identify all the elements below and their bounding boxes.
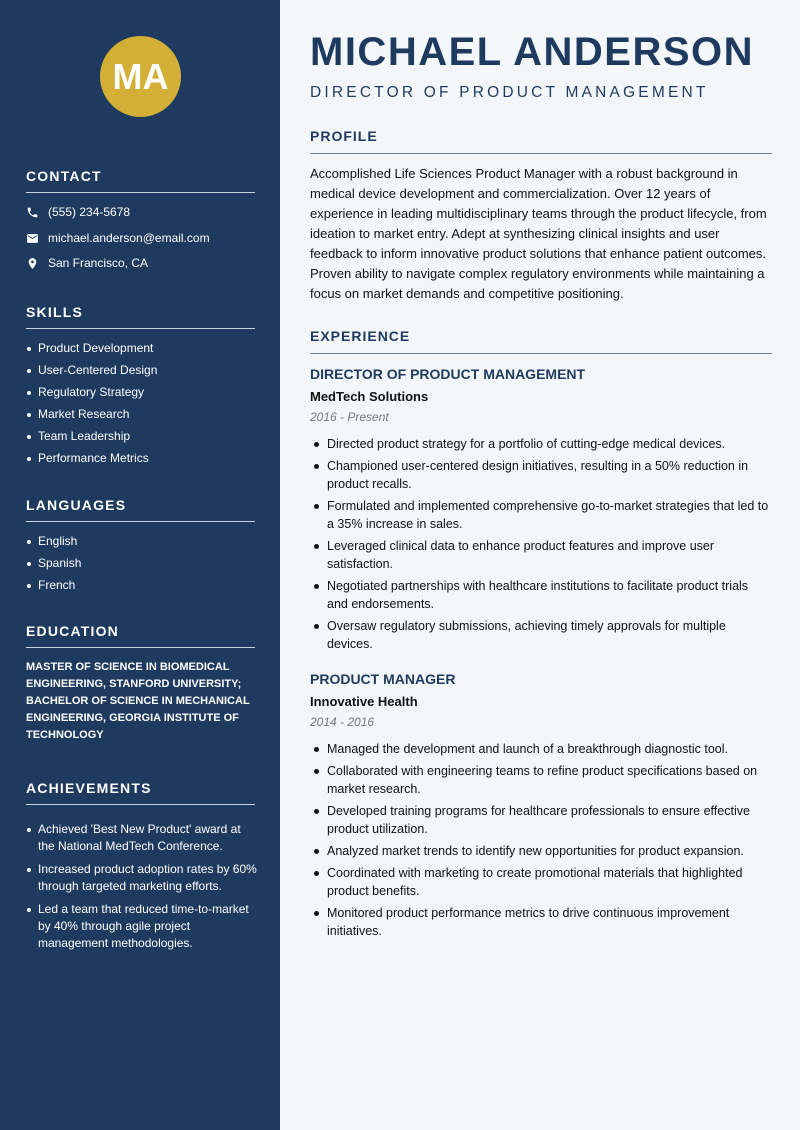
language-item: English	[26, 530, 258, 552]
skill-item: Regulatory Strategy	[26, 381, 258, 403]
achievement-item: Led a team that reduced time-to-market by 40% through agile project management methodologies.	[26, 901, 258, 952]
job-bullet: Championed user-centered design initiatives, resulting in a 50% reduction in product recalls.	[310, 457, 772, 493]
contact-heading: CONTACT	[26, 168, 255, 193]
job-bullet: Managed the development and launch of a breakthrough diagnostic tool.	[310, 740, 772, 758]
languages-list	[26, 530, 258, 596]
location-text: San Francisco, CA	[48, 256, 149, 270]
skill-item: Team Leadership	[26, 425, 258, 447]
profile-heading: PROFILE	[310, 128, 772, 154]
email-icon	[26, 232, 39, 245]
skill-item: Product Development	[26, 337, 258, 359]
languages-heading: LANGUAGES	[26, 497, 255, 522]
job-bullet: Monitored product performance metrics to drive continuous improvement initiatives.	[310, 904, 772, 940]
achievement-item: Increased product adoption rates by 60% through targeted marketing efforts.	[26, 861, 258, 895]
job-bullet: Analyzed market trends to identify new opportunities for product expansion.	[310, 842, 772, 860]
skill-item: User-Centered Design	[26, 359, 258, 381]
sidebar	[0, 0, 280, 1130]
achievements-list	[26, 821, 258, 958]
contact-phone	[26, 205, 130, 219]
profile-text: Accomplished Life Sciences Product Manager with a robust background in medical device development and commercialization. Over 12 years of experience in leading multidisciplinary teams through the product lifecycle, from ideation to market entry. Adept at synthesizing clinical insights and user feedback to inform innovative product solutions that enhance patient outcomes. Proven ability to navigate complex regulatory environments while maintaining a focus on market demands and competitive positioning.	[310, 166, 767, 301]
phone-text: (555) 234-5678	[48, 205, 131, 219]
job-bullet: Collaborated with engineering teams to refine product specifications based on market research.	[310, 762, 772, 798]
location-pin-icon	[26, 257, 39, 270]
achievement-item: Achieved 'Best New Product' award at the National MedTech Conference.	[26, 821, 258, 855]
job-bullets	[310, 740, 772, 940]
job-title: PRODUCT MANAGER	[310, 671, 456, 687]
email-text[interactable]: michael.anderson@email.com	[48, 231, 210, 245]
education-heading: EDUCATION	[26, 623, 255, 648]
skill-item: Performance Metrics	[26, 447, 258, 469]
job-bullet: Oversaw regulatory submissions, achieving timely approvals for multiple devices.	[310, 617, 772, 653]
job-dates: 2014 - 2016	[310, 715, 375, 729]
candidate-name: MICHAEL ANDERSON	[310, 30, 755, 74]
contact-location	[26, 256, 148, 270]
job-bullet: Negotiated partnerships with healthcare institutions to facilitate product trials and endorsements.	[310, 577, 772, 613]
skills-list	[26, 337, 258, 469]
language-item: French	[26, 574, 258, 596]
job-dates: 2016 - Present	[310, 410, 389, 424]
experience-heading: EXPERIENCE	[310, 328, 772, 354]
job-company: Innovative Health	[310, 694, 418, 709]
skills-heading: SKILLS	[26, 304, 255, 329]
avatar: MA	[100, 36, 181, 117]
job-title: DIRECTOR OF PRODUCT MANAGEMENT	[310, 366, 586, 382]
candidate-title: DIRECTOR OF PRODUCT MANAGEMENT	[310, 84, 709, 101]
contact-email	[26, 231, 210, 245]
skill-item: Market Research	[26, 403, 258, 425]
job-entry	[310, 366, 772, 657]
job-company: MedTech Solutions	[310, 389, 429, 404]
language-item: Spanish	[26, 552, 258, 574]
job-bullet: Formulated and implemented comprehensive go-to-market strategies that led to a 35% increase in sales.	[310, 497, 772, 533]
phone-icon	[26, 206, 39, 219]
job-bullet: Directed product strategy for a portfolio of cutting-edge medical devices.	[310, 435, 772, 453]
job-entry	[310, 671, 772, 944]
achievements-heading: ACHIEVEMENTS	[26, 780, 255, 805]
job-bullet: Leveraged clinical data to enhance product features and improve user satisfaction.	[310, 537, 772, 573]
job-bullet: Coordinated with marketing to create promotional materials that highlighted product benefits.	[310, 864, 772, 900]
job-bullet: Developed training programs for healthcare professionals to ensure effective product utilization.	[310, 802, 772, 838]
education-text: MASTER OF SCIENCE IN BIOMEDICAL ENGINEERING, STANFORD UNIVERSITY; BACHELOR OF SCIENCE IN MECHANICAL ENGINEERING, GEORGIA INSTITUTE OF TECHNOLOGY	[26, 661, 250, 741]
job-bullets	[310, 435, 772, 653]
